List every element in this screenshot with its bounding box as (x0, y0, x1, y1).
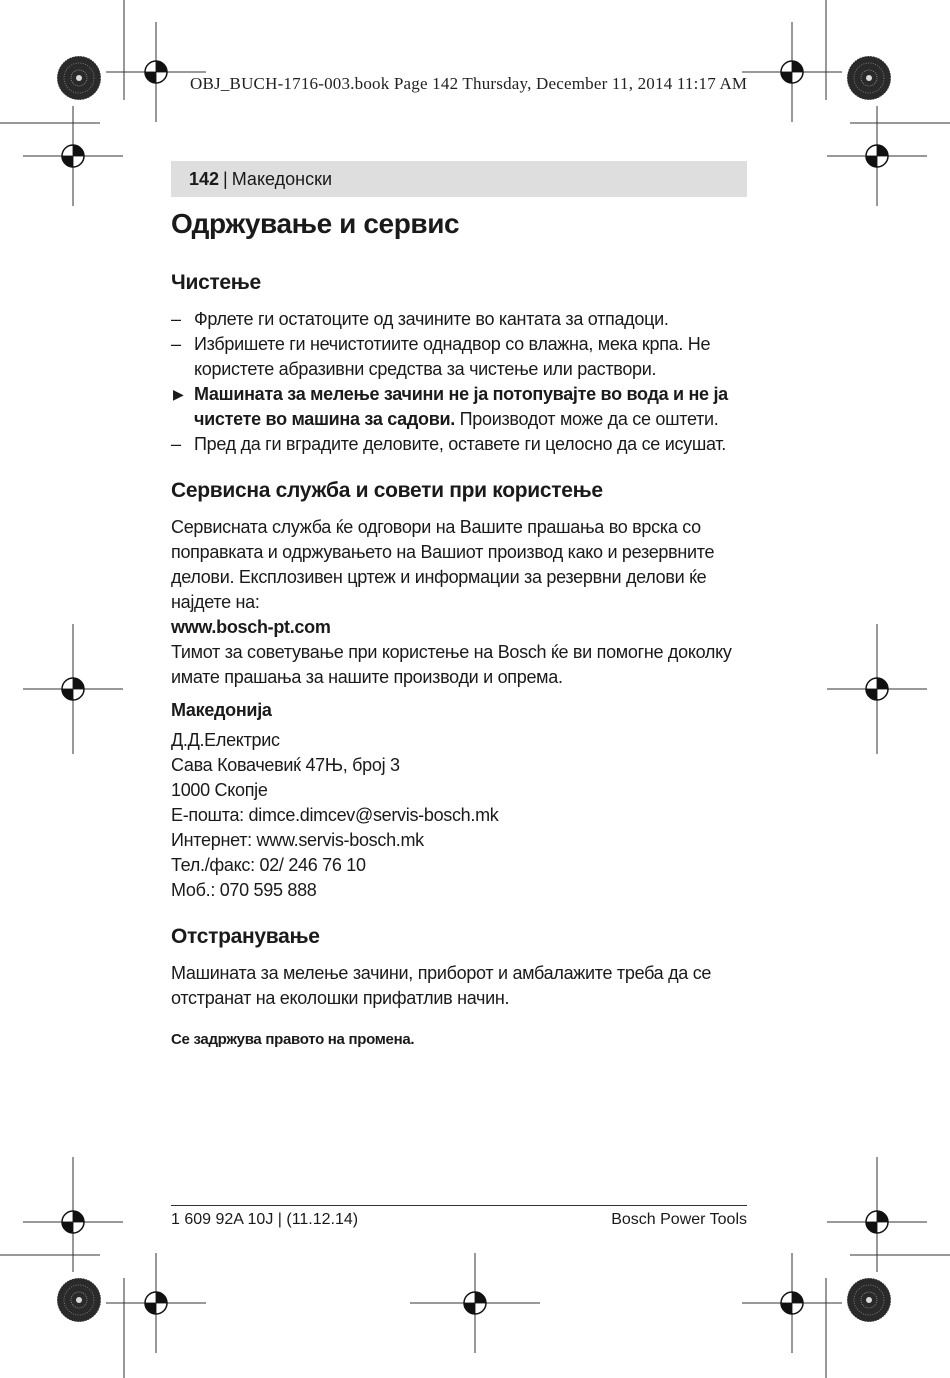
service-heading: Сервисна служба и совети при користење (171, 479, 603, 502)
country-heading: Македонија (171, 700, 272, 720)
cleaning-list-final (171, 432, 751, 457)
cleaning-heading: Чистење (171, 271, 261, 294)
list-item: – Фрлете ги остатоците од зачините во кантата за отпадоци. (171, 307, 751, 332)
disposal-paragraph: Машината за мелење зачини, приборот и амбалажите треба да се отстранат на еколошки прифатлив начин. (171, 963, 712, 1008)
main-content (171, 204, 751, 1072)
warning-list (171, 382, 751, 432)
service-url-link[interactable]: www.bosch-pt.com (171, 617, 331, 637)
page-title: Одржување и сервис (171, 208, 460, 239)
disposal-heading: Отстранување (171, 925, 320, 948)
language-header-bar (171, 161, 747, 197)
address-line: Сава Ковачевиќ 47Њ, број 3 (171, 755, 400, 775)
service-section (171, 477, 751, 903)
file-header: OBJ_BUCH-1716-003.book Page 142 Thursday, December 11, 2014 11:17 AM (190, 74, 748, 93)
cleaning-section (171, 269, 751, 457)
rights-note: Се задржува правото на промена. (171, 1031, 415, 1048)
list-item: – Избришете ги нечистотиите однадвор со влажна, мека крпа. Не користете абразивни средства за чистење или раствори. (171, 332, 751, 382)
website-line: Интернет: www.servis-bosch.mk (171, 830, 424, 850)
mobile-line: Моб.: 070 595 888 (171, 880, 317, 900)
phone-line: Тел./факс: 02/ 246 76 10 (171, 855, 366, 875)
service-paragraph: Сервисната служба ќе одговори на Вашите прашања во врска со поправката и одржувањето на Вашиот производ како и резервните делови. Експлозивен цртеж и информации за резервни делови ќе најдете на: (171, 517, 715, 612)
warning-bold-text: Машината за мелење зачини не ја потопувајте во вода и не ја чистете во машина за садови. (194, 384, 728, 429)
warning-item (171, 382, 751, 432)
address-line: Д.Д.Електрис (171, 730, 280, 750)
consulting-paragraph: Тимот за советување при користење на Bosch ќе ви помогне доколку имате прашања за нашите производи и опрема. (171, 642, 732, 687)
warning-text: Производот може да се оштети. (454, 409, 719, 429)
language-label: Македонски (231, 168, 333, 189)
email-line: Е-пошта: dimce.dimcev@servis-bosch.mk (171, 805, 499, 825)
footer-doc-number: 1 609 92A 10J | (11.12.14) (171, 1211, 359, 1228)
page-footer (171, 1205, 747, 1229)
page-number: 142 (189, 168, 220, 189)
cleaning-list (171, 307, 751, 382)
list-item: – Пред да ги вградите деловите, оставете ги целосно да се исушат. (171, 432, 751, 457)
address-line: 1000 Скопје (171, 780, 268, 800)
address-block (171, 698, 751, 903)
footer-brand: Bosch Power Tools (611, 1211, 747, 1228)
disposal-section (171, 923, 751, 1052)
header-separator: | (223, 168, 228, 189)
